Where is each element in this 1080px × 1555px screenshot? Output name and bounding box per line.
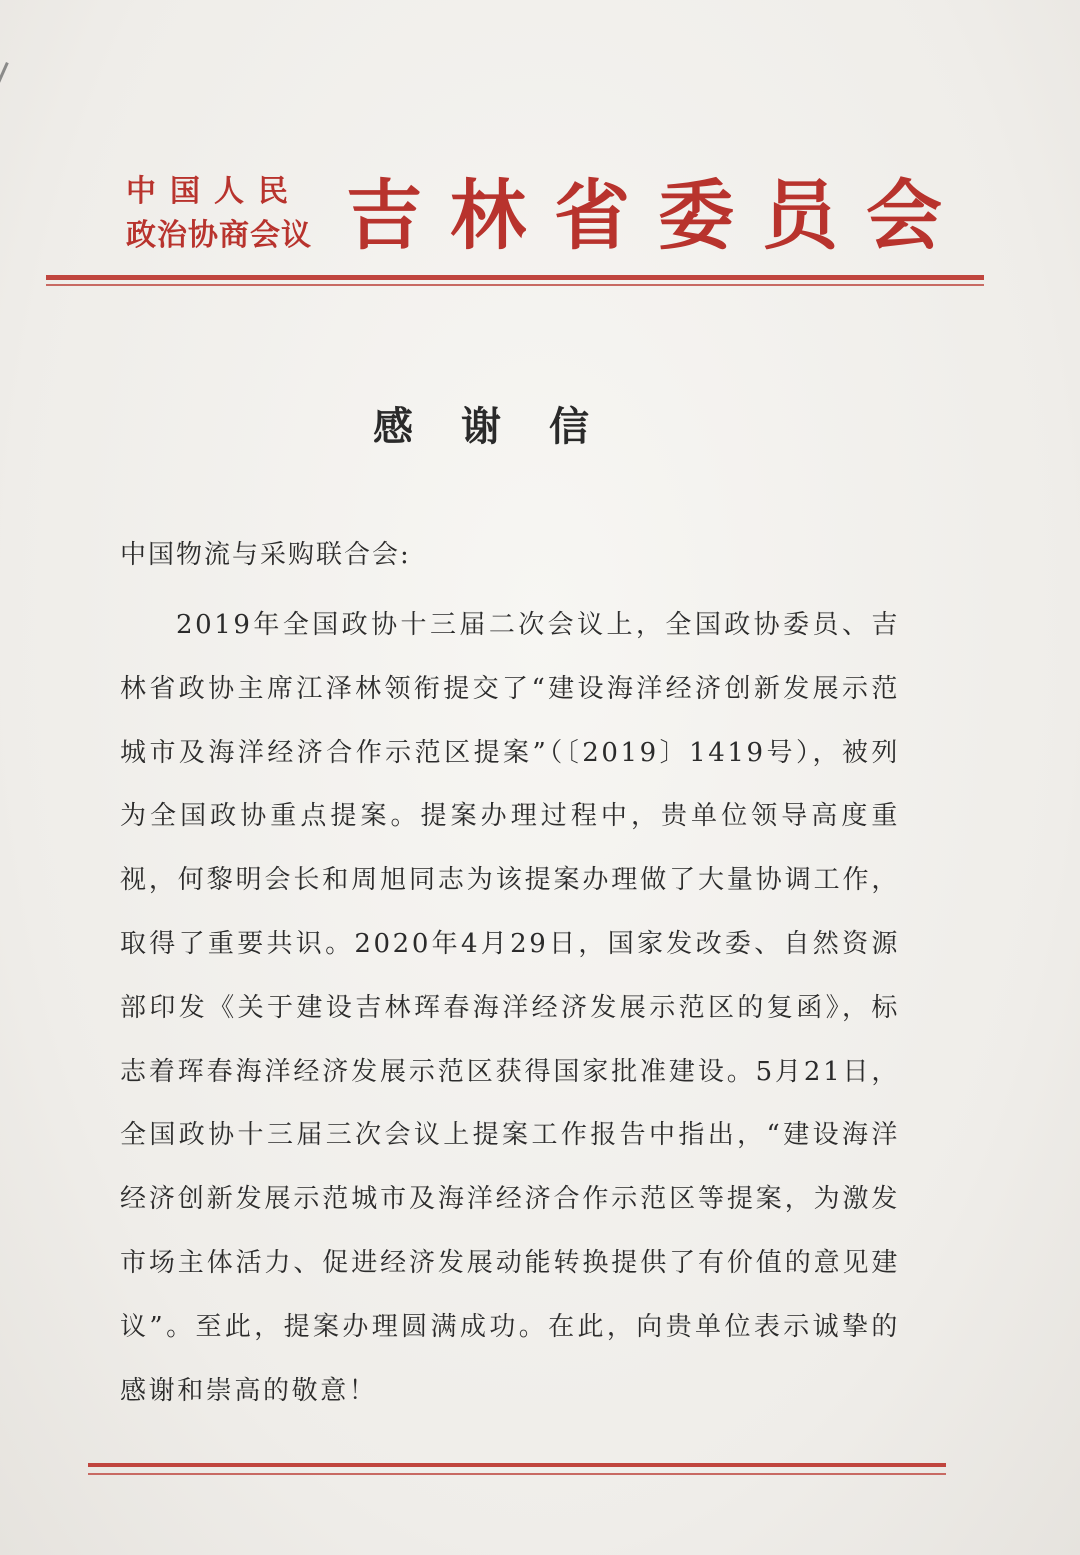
letter-salutation: 中国物流与采购联合会: <box>120 540 411 570</box>
letter-body <box>120 530 900 1423</box>
footer-divider-thick <box>88 1463 946 1467</box>
letterhead <box>126 170 970 270</box>
letterhead-org-large: 吉林省委员会 <box>346 171 970 260</box>
footer-divider-thin <box>88 1473 946 1475</box>
letter-title: 感谢信 <box>373 403 637 450</box>
letterhead-org-small <box>126 170 336 258</box>
page-crease-mark <box>0 62 9 124</box>
letterhead-small-line2: 政治协商会议 <box>126 218 312 253</box>
letter-paragraph: 2019年全国政协十三届二次会议上，全国政协委员、吉林省政协主席江泽林领衔提交了“建设海洋经济创新发展示范城市及海洋经济合作示范区提案”（〔2019〕1419号），被列为全国政协重点提案。提案办理过程中，贵单位领导高度重视，何黎明会长和周旭同志为该提案办理做了大量协调工作，取得了重要共识。2020年4月29日，国家发改委、自然资源部印发《关于建设吉林珲春海洋经济发展示范区的复函》，标志着珲春海洋经济发展示范区获得国家批准建设。5月21日，全国政协十三届三次会议上提案工作报告中指出，“建设海洋经济创新发展示范城市及海洋经济合作示范区等提案，为激发市场主体活力、促进经济发展动能转换提供了有价值的意见建议”。至此，提案办理圆满成功。在此，向贵单位表示诚挚的感谢和崇高的敬意！ <box>120 610 900 1406</box>
letterhead-divider-thin <box>46 284 984 286</box>
letterhead-divider-thick <box>46 275 984 280</box>
letterhead-small-line1: 中国人民 <box>126 174 302 209</box>
